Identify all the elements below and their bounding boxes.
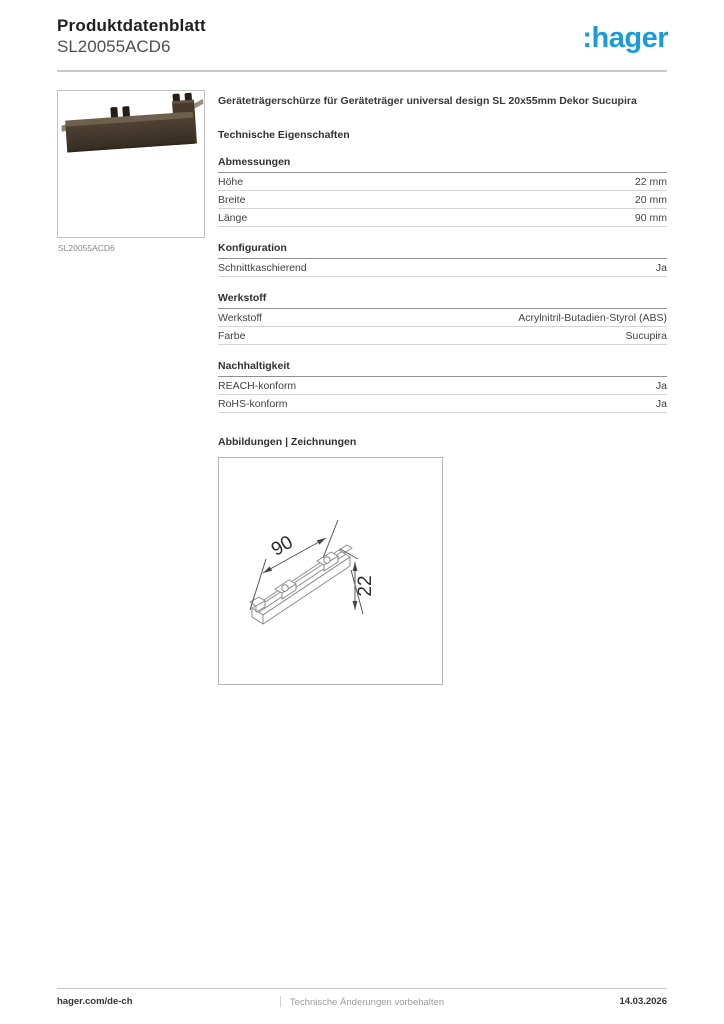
- table-row: [218, 377, 667, 395]
- row-value: 90 mm: [634, 211, 667, 224]
- product-image: [58, 91, 204, 237]
- row-label: Schnittkaschierend: [218, 261, 307, 274]
- hager-logo: :hager: [582, 22, 668, 54]
- tech-properties-heading: Technische Eigenschaften: [218, 129, 350, 142]
- row-value: Ja: [655, 397, 667, 410]
- section-abmessungen: [218, 156, 667, 227]
- technical-drawing: [219, 458, 442, 684]
- table-row: [218, 191, 667, 209]
- footer-separator: [280, 996, 281, 1007]
- header-divider: [57, 70, 667, 72]
- row-value: 20 mm: [634, 193, 667, 206]
- footer-date: 14.03.2026: [619, 996, 667, 1007]
- table-row: [218, 327, 667, 345]
- dim-length-label: 90: [267, 532, 297, 561]
- row-value: Acrylnitril-Butadien-Styrol (ABS): [518, 311, 667, 324]
- main-content: [218, 90, 667, 685]
- section-title: Konfiguration: [218, 242, 667, 259]
- section-konfiguration: [218, 242, 667, 277]
- product-image-caption: SL20055ACD6: [58, 243, 115, 253]
- section-title: Nachhaltigkeit: [218, 360, 667, 377]
- table-row: [218, 309, 667, 327]
- row-label: RoHS-konform: [218, 397, 288, 410]
- product-code: SL20055ACD6: [57, 37, 171, 56]
- footer-website: hager.com/de-ch: [57, 996, 133, 1007]
- product-image-frame: [57, 90, 205, 238]
- row-label: Farbe: [218, 329, 246, 342]
- table-row: [218, 259, 667, 277]
- dim-height-label: 22: [355, 575, 376, 597]
- table-row: [218, 173, 667, 191]
- technical-drawing-frame: [218, 457, 443, 685]
- footer-notice-text: Technische Änderungen vorbehalten: [289, 997, 445, 1008]
- row-label: REACH-konform: [218, 379, 297, 392]
- row-label: Höhe: [218, 175, 244, 188]
- drawings-heading: Abbildungen | Zeichnungen: [218, 436, 357, 449]
- section-title: Werkstoff: [218, 292, 667, 309]
- row-value: Ja: [655, 379, 667, 392]
- row-value: Ja: [655, 261, 667, 274]
- row-value: Sucupira: [625, 329, 667, 342]
- section-werkstoff: [218, 292, 667, 345]
- row-label: Länge: [218, 211, 248, 224]
- section-nachhaltigkeit: [218, 360, 667, 413]
- table-row: [218, 209, 667, 227]
- page-title: Produktdatenblatt: [57, 16, 206, 35]
- row-value: 22 mm: [634, 175, 667, 188]
- table-row: [218, 395, 667, 413]
- footer-divider: [57, 988, 667, 989]
- row-label: Breite: [218, 193, 246, 206]
- product-description: Geräteträgerschürze für Geräteträger universal design SL 20x55mm Dekor Sucupira: [218, 95, 637, 107]
- section-title: Abmessungen: [218, 156, 667, 173]
- row-label: Werkstoff: [218, 311, 262, 324]
